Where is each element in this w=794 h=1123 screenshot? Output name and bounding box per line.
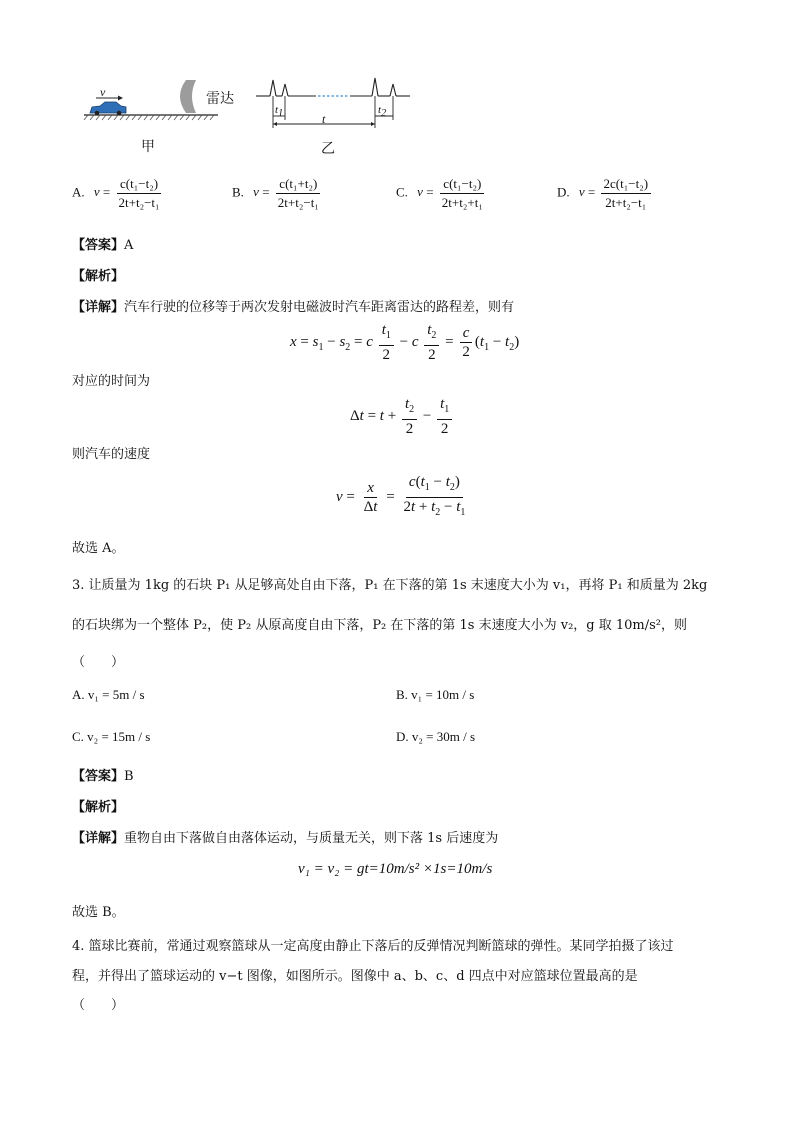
option-numerator: c(t₁+t₂) [276,176,320,194]
q2-option-a[interactable]: A. v = $\frac{\text{c(t₁−t₂)}}{\text{2t+t₂−t₁}}$ [72,176,165,211]
q2-answer [72,234,133,253]
car-radar-diagram [78,72,418,157]
q3-answer [72,765,134,784]
q2-analysis-label: 【解析】 [72,269,125,284]
answer-value: B [124,769,134,784]
option-letter: B. [232,184,244,200]
waveform [256,78,410,96]
option-numerator: 2c(t₁−t₂) [601,176,652,194]
q3-paren: （ ） [72,655,125,670]
t-label: t [322,112,326,126]
detail-text: 汽车行驶的位移等于两次发射电磁波时汽车距离雷达的路程差，则有 [124,300,515,315]
q3-option-b[interactable]: B. v₁ = 10m / s [396,687,475,702]
detail-text: 重物自由下落做自由落体运动，与质量无关，则下落 1s 后速度为 [124,831,499,846]
option-denominator: 2t+t₂−t₁ [605,195,647,210]
q3-conclusion: 故选 B。 [72,905,125,920]
q3-stem-line1: 3. 让质量为 1kg 的石块 P₁ 从足够高处自由下落，P₁ 在下落的第 1s 末速度大小为 v₁，再将 P₁ 和质量为 2kg [72,578,708,593]
q2-displacement-formula: $x = s_1 - s_2 = c$ $\frac{t_1}{2}$ − c $\frac{t_2}{2}$ = $\frac{c}{2}$ $(t_1 - t_2)$ [290,322,520,363]
detail-label: 【详解】 [72,300,125,315]
q4-stem-line1: 4. 篮球比赛前，常通过观察篮球从一定高度由静止下落后的反弹情况判断篮球的弹性。某同学拍摄了该过 [72,939,674,954]
q3-stem-line2: 的石块绑为一个整体 P₂，使 P₂ 从原高度自由下落，P₂ 在下落的第 1s 末速度大小为 v₂，g 取 10m/s²，则 [72,618,688,633]
option-denominator: 2t+t₂−t₁ [277,195,319,210]
figure-jia-label: 甲 [141,139,155,155]
radar-label: 雷达 [206,91,234,107]
q2-conclusion: 故选 A。 [72,541,125,556]
q3-option-a[interactable]: A. v₁ = 5m / s [72,687,145,702]
figure-car-radar [78,72,418,157]
q3-analysis-label: 【解析】 [72,800,125,815]
radar-dish-icon [180,80,196,113]
q2-detail [72,296,514,315]
option-letter: A. [72,184,85,200]
q3-formula: v₁ = v₂ = gt=10m/s² ×1s=10m/s [298,861,493,877]
velocity-label: v [100,85,106,99]
q2-time-text: 对应的时间为 [72,374,151,389]
car-icon [90,102,126,115]
q2-speed-formula: v = $\frac{x}{\Delta t}$ = $\frac{c(t_1 - t_2)}{2t + t_2 - t_1}$ [336,474,466,518]
q2-speed-text: 则汽车的速度 [72,447,151,462]
option-numerator: c(t₁−t₂) [117,176,161,194]
t1-label: $t_1$ [275,104,284,120]
q3-detail [72,827,498,846]
option-letter: C. [396,184,408,200]
q2-option-d[interactable]: D. v = $\frac{\text{2c(t₁−t₂)}}{\text{2t+t₂−t₁}}$ [557,176,653,211]
q4-paren: （ ） [72,998,125,1013]
option-numerator: c(t₁−t₂) [440,176,484,194]
q2-option-b[interactable]: B. v = $\frac{\text{c(t₁+t₂)}}{\text{2t+t₂−t₁}}$ [232,176,324,211]
detail-label: 【详解】 [72,831,125,846]
figure-yi-label: 乙 [321,141,335,157]
q3-option-d[interactable]: D. v₂ = 30m / s [396,729,476,744]
option-denominator: 2t+t₂+t₁ [441,195,483,210]
q4-stem-line2: 程，并得出了篮球运动的 v−t 图像，如图所示。图像中 a、b、c、d 四点中对应篮球位置最高的是 [72,969,638,984]
answer-label: 【答案】 [72,769,125,784]
t2-label: $t_2$ [378,104,387,120]
answer-value: A [124,238,134,253]
answer-label: 【答案】 [72,238,125,253]
q3-option-c[interactable]: C. v₂ = 15m / s [72,729,151,744]
option-letter: D. [557,184,570,200]
option-denominator: 2t+t₂−t₁ [118,195,160,210]
q2-option-c[interactable]: C. v = $\frac{\text{c(t₁−t₂)}}{\text{2t+t₂+t₁}}$ [396,176,488,211]
q2-time-formula: Δt = t + $\frac{t_2}{2}$ − $\frac{t_1}{2}$ [350,396,454,437]
